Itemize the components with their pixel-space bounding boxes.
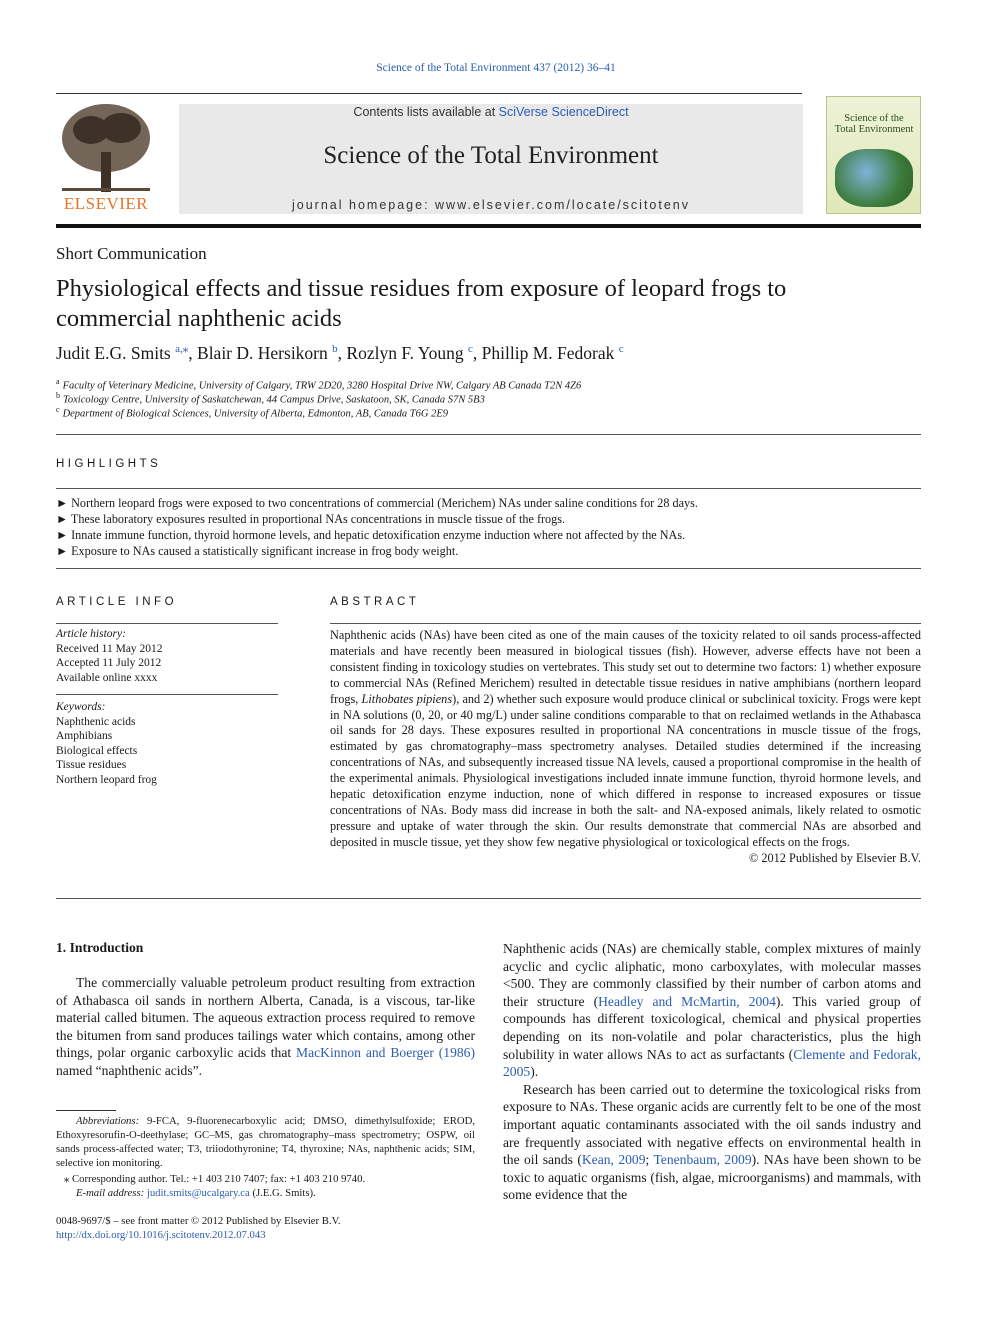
contents-line [179,105,803,119]
copyright: © 2012 Published by Elsevier B.V. [748,850,921,865]
affiliation-marker: a [56,377,60,386]
affiliation-text: Department of Biological Sciences, University of Alberta, Edmonton, AB, Canada T6G 2E9 [62,408,449,420]
received-date: Received 11 May 2012 [56,642,163,655]
affiliation-text: Faculty of Veterinary Medicine, University of Calgary, TRW 2D20, 3280 Hospital Drive NW, Calgary AB Canada T2N 4Z6 [62,380,582,392]
keyword: Tissue residues [56,759,127,771]
journal-title: Science of the Total Environment [323,142,659,169]
paragraph-text: named “naphthenic acids”. [56,1062,203,1078]
journal-reference[interactable]: Science of the Total Environment 437 (2012) 36–41 [376,62,616,74]
author-name: Blair D. Hersikorn [197,342,328,363]
abbreviations-text: 9-FCA, 9-fluorenecarboxylic acid; DMSO, dimethylsulfoxide; EROD, Ethoxyresorufin-O-deethylase; GC–MS, gas chromatography–mass spectrometry; OSPW, oil sands process-affected water; T3, triiodothyronine; T4, thyroxine; NAs, naphthenic acids; SIM, selective ion monitoring. [56,1115,475,1169]
divider [330,623,921,624]
paragraph-text: ). This varied group of compounds has different toxicological, chemical and physical properties depending on its non-volatile and polar characteristics, plus the high solubility in water allows NAs to act as surfactants ( [503,993,921,1062]
citation-link[interactable]: Kean, 2009 [581,1152,646,1168]
author-name: Judit E.G. Smits [56,342,171,363]
highlight-item: ► These laboratory exposures resulted in proportional NAs concentrations in muscle tissue of the frogs. [56,512,566,526]
author-affiliation-marker[interactable]: c [468,343,473,355]
species-name: Lithobates pipiens [361,691,453,706]
paragraph-text: The commercially valuable petroleum product resulting from extraction of Athabasca oil sands in northern Alberta, Canada, is a viscous, tar-like material called bitumen. The aqueous extraction process required to remove the bitumen from sand produces tailings water which contains, among other things, polar organic carboxylic acids that [56,975,475,1061]
header-thick-rule [56,224,921,228]
keyword: Biological effects [56,744,138,757]
intro-paragraph-1 [56,974,475,1080]
affiliation-a [56,377,581,392]
elsevier-tree-logo [56,100,156,215]
title-line-1: Physiological effects and tissue residues from exposure of leopard frogs to [56,275,787,302]
abstract-text: Naphthenic acids (NAs) have been cited as one of the main causes of the toxicity related to oil sands process-affected materials and have recently been measured in biological tissues (fish). However, adverse effects have not been a consistent finding in toxicology studies on vertebrates. This study set out to determine two factors: 1) whether exposure to commercial NAs (Refined Merichem) resulted in detectable tissue residues in native amphibians (northern leopard frogs, [330,628,921,706]
divider [56,623,278,624]
highlight-item: ► Northern leopard frogs were exposed to two concentrations of commercial (Merichem) NAs under saline conditions for 28 days. [56,496,698,510]
corresponding-author: ⁎ Corresponding author. Tel.: +1 403 210 7407; fax: +1 403 210 9740. [64,1173,366,1185]
abbreviations-label: Abbreviations: [76,1115,140,1127]
affiliation-marker: c [56,405,60,414]
title-line-2: commercial naphthenic acids [56,305,342,332]
abstract-text: ), and 2) whether such exposure would produce clinical or subclinical toxicity. Frogs were kept in NA solutions (0, 20, or 40 mg/L) under saline conditions comparable to that on reclaimed wetlands in the Athabasca oil sands for 28 days. These exposures resulted in proportional NA concentrations in muscle tissue of the frogs, estimated by gas chromatography–mass spectrometry analyses. Detailed studies determined if the increasing concentrations of NAs, and subsequently increased tissue NA levels, caused a proportional compromise in the health of the experimental animals. Physiological investigations included innate immune function, thyroid hormone levels, and hepatic detoxification enzyme induction, none of which differed in response to increased exposures or tissue concentrations of NAs. Body mass did increase in both the salt- and NA-exposed animals, likely related to osmotic pressure and uptake of water through the skin. Our results demonstrate that commercial NAs are absorbed and deposited in muscle tissue, yet they show few negative physiological or toxicological effects on the frogs. [330,691,922,849]
accepted-date: Accepted 11 July 2012 [56,657,162,669]
journal-cover-thumbnail [826,96,921,214]
intro-paragraph-3 [503,1081,921,1204]
paragraph-text: Research has been carried out to determine the toxicological risks from exposure to NAs. These organic acids are currently felt to be one of the most important aquatic contaminants associated with the oil sands industry and are frequently associated with negative effects on environmental health in the oil sands ( [503,1081,921,1168]
cover-title: Science of the Total Environment [834,113,914,135]
intro-heading: 1. Introduction [56,940,144,955]
email-label: E-mail address: [76,1187,147,1199]
footnote-rule [56,1110,116,1111]
section-type: Short Communication [56,244,207,263]
divider [56,694,278,695]
email-footnote [56,1186,495,1200]
homepage-url[interactable]: www.elsevier.com/locate/scitotenv [435,198,690,212]
keyword: Naphthenic acids [56,715,136,728]
history-label: Article history: [56,628,126,640]
journal-homepage [179,198,803,212]
citation-link[interactable]: Headley and McMartin, 2004 [598,993,776,1009]
available-online: Available online xxxx [56,671,158,684]
divider [56,488,921,489]
paragraph-text: ). NAs have been shown to be toxic to aquatic organisms (fish, algae, microorganisms) and mammals, with some evidence that the [503,1152,922,1203]
divider [56,434,921,435]
highlight-item: ► Innate immune function, thyroid hormone levels, and hepatic detoxification enzyme induction where not affected by the NAs. [56,528,686,542]
header-top-rule [56,93,802,94]
affiliation-text: Toxicology Centre, University of Saskatchewan, 44 Campus Drive, Saskatoon, SK, Canada S7N 5B3 [63,394,485,406]
abbreviations-footnote [56,1114,475,1170]
citation-link[interactable]: MacKinnon and Boerger (1986) [296,1045,475,1061]
abstract-body [330,628,921,867]
author-affiliation-marker[interactable]: a,⁎ [175,343,189,355]
abstract-heading: ABSTRACT [330,596,420,608]
author-name: Rozlyn F. Young [346,342,464,363]
citation-link[interactable]: Tenenbaum, 2009 [653,1152,752,1168]
intro-paragraph-2 [503,940,921,1081]
affiliation-c [56,405,448,420]
author-affiliation-marker[interactable]: b [332,343,338,355]
highlight-item: ► Exposure to NAs caused a statistically significant increase in frog body weight. [56,544,459,558]
publisher-wordmark: ELSEVIER [63,194,149,213]
keywords-label: Keywords: [56,701,106,713]
highlights-heading: HIGHLIGHTS [56,458,162,470]
intro-right-column [503,940,921,1204]
article-history [56,627,278,685]
paragraph-text: ). [530,1064,539,1080]
paragraph-text: ; [645,1152,654,1168]
issn-info [56,1214,341,1242]
author-name: Phillip M. Fedorak [481,342,615,363]
divider [56,898,921,899]
contents-prefix: Contents lists available at [353,105,499,119]
article-info-heading: ARTICLE INFO [56,596,178,608]
email-link[interactable]: judit.smits@ucalgary.ca [146,1187,250,1199]
author-affiliation-marker[interactable]: c [618,343,624,355]
email-suffix: (J.E.G. Smits). [249,1187,316,1199]
citation-link[interactable]: Clemente and Fedorak, 2005 [503,1046,921,1080]
sciencedirect-link[interactable]: SciVerse ScienceDirect [498,105,629,119]
keywords [56,700,278,787]
article-title [56,274,916,334]
homepage-prefix: journal homepage: [292,198,436,212]
keyword: Amphibians [56,730,113,742]
paragraph-text: Naphthenic acids (NAs) are chemically stable, complex mixtures of mainly acyclic and cyclic aliphatic, mono carboxylates, with molecular masses <500. They are commonly classified by their number of carbon atoms and their structure ( [503,941,921,1009]
issn-line: 0048-9697/$ – see front matter © 2012 Published by Elsevier B.V. [56,1215,341,1227]
author-list: Judit E.G. Smits $^{a,⁎}$, Blair D. Hersikorn $^b$, Rozlyn F. Young $^c$, Phillip M. Fedorak $^c$ [56,342,624,363]
cover-globe-image [835,149,913,207]
keyword: Northern leopard frog [56,773,157,786]
highlights-list [56,495,921,559]
doi-link[interactable]: http://dx.doi.org/10.1016/j.scitotenv.2012.07.043 [56,1229,266,1241]
affiliation-b [56,391,485,406]
affiliation-marker: b [56,391,60,400]
divider [56,568,921,569]
